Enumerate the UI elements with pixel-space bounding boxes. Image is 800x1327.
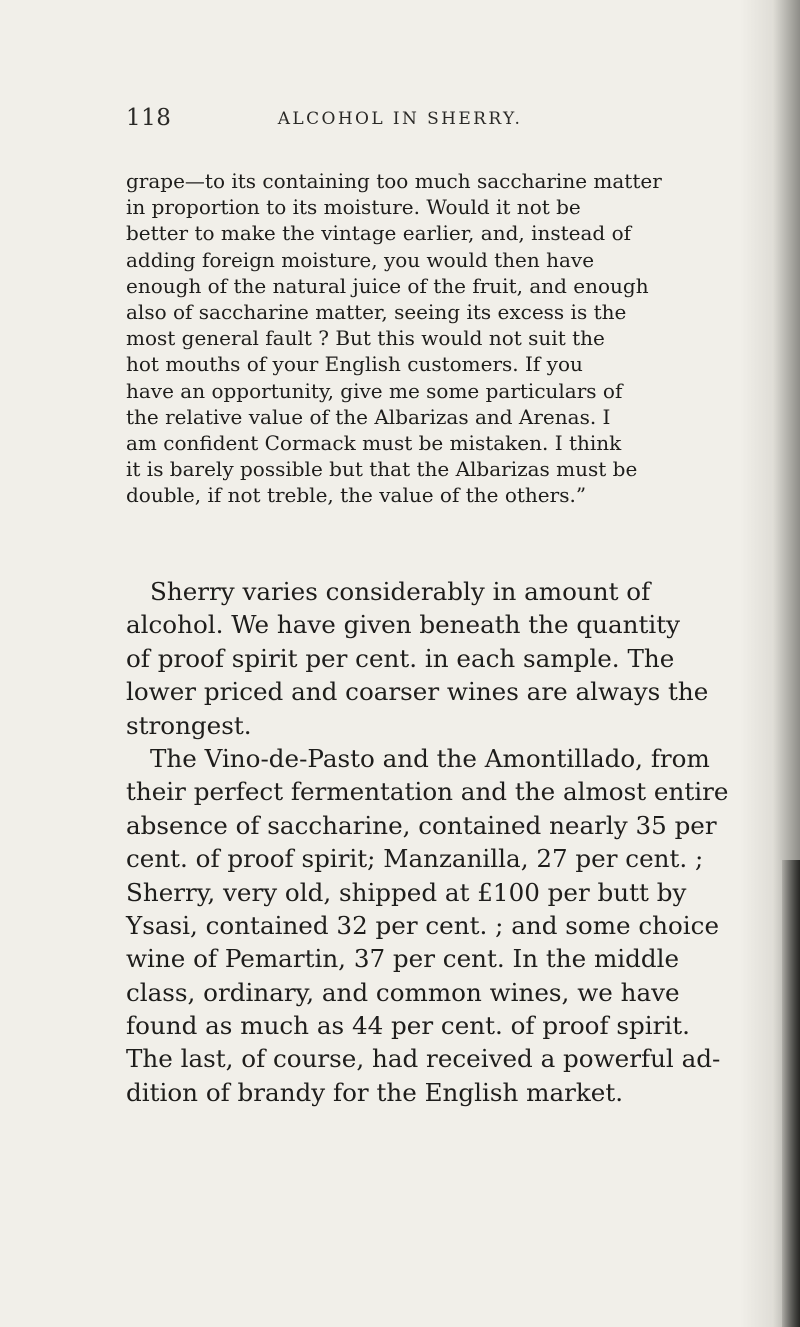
running-head: ALCOHOL IN SHERRY. xyxy=(277,109,523,129)
text-line: absence of saccharine, contained nearly 35 per xyxy=(126,810,717,840)
text-line: strongest. xyxy=(126,710,252,740)
paragraph-start-line: The Vino-de-Pasto and the Amontillado, from xyxy=(150,743,710,773)
text-line: hot mouths of your English customers. If you xyxy=(126,352,583,377)
text-line: enough of the natural juice of the fruit, and enough xyxy=(126,273,649,298)
text-line: most general fault ? But this would not suit the xyxy=(126,326,605,351)
text-line: also of saccharine matter, seeing its excess is the xyxy=(126,299,627,324)
text-line: in proportion to its moisture. Would it not be xyxy=(126,195,581,220)
text-line: of proof spirit per cent. in each sample. The xyxy=(126,643,675,673)
text-line: it is barely possible but that the Albarizas must be xyxy=(126,457,638,482)
text-line: better to make the vintage earlier, and, instead of xyxy=(126,221,632,246)
page-edge-dark xyxy=(782,860,800,1327)
text-line: double, if not treble, the value of the others.” xyxy=(126,483,587,508)
text-line: am confident Cormack must be mistaken. I think xyxy=(126,430,622,455)
text-line: cent. of proof spirit; Manzanilla, 27 per cent. ; xyxy=(126,844,704,874)
paragraph-start-line: Sherry varies considerably in amount of xyxy=(150,577,651,606)
text-line: grape—to its containing too much saccharine matter xyxy=(126,169,662,193)
text-line: adding foreign moisture, you would then have xyxy=(126,247,595,272)
quoted-letter xyxy=(126,168,790,508)
text-line: have an opportunity, give me some particulars of xyxy=(126,378,623,403)
text-line: the relative value of the Albarizas and Arenas. I xyxy=(126,404,611,429)
text-line: class, ordinary, and common wines, we have xyxy=(126,977,680,1007)
text-line: found as much as 44 per cent. of proof spirit. xyxy=(126,1011,690,1041)
text-line: wine of Pemartin, 37 per cent. In the middle xyxy=(126,944,680,974)
text-line: alcohol. We have given beneath the quantity xyxy=(126,610,680,640)
page-number: 118 xyxy=(126,105,172,131)
text-line: their perfect fermentation and the almost entire xyxy=(126,777,729,807)
page-header xyxy=(0,105,800,139)
text-line: Ysasi, contained 32 per cent. ; and some choice xyxy=(126,910,719,940)
text-line: Sherry, very old, shipped at £100 per butt by xyxy=(126,877,687,907)
body-text xyxy=(126,575,784,1109)
text-line: The last, of course, had received a powerful ad- xyxy=(126,1044,721,1074)
text-line: dition of brandy for the English market. xyxy=(126,1077,624,1107)
text-line: lower priced and coarser wines are always the xyxy=(126,677,709,707)
